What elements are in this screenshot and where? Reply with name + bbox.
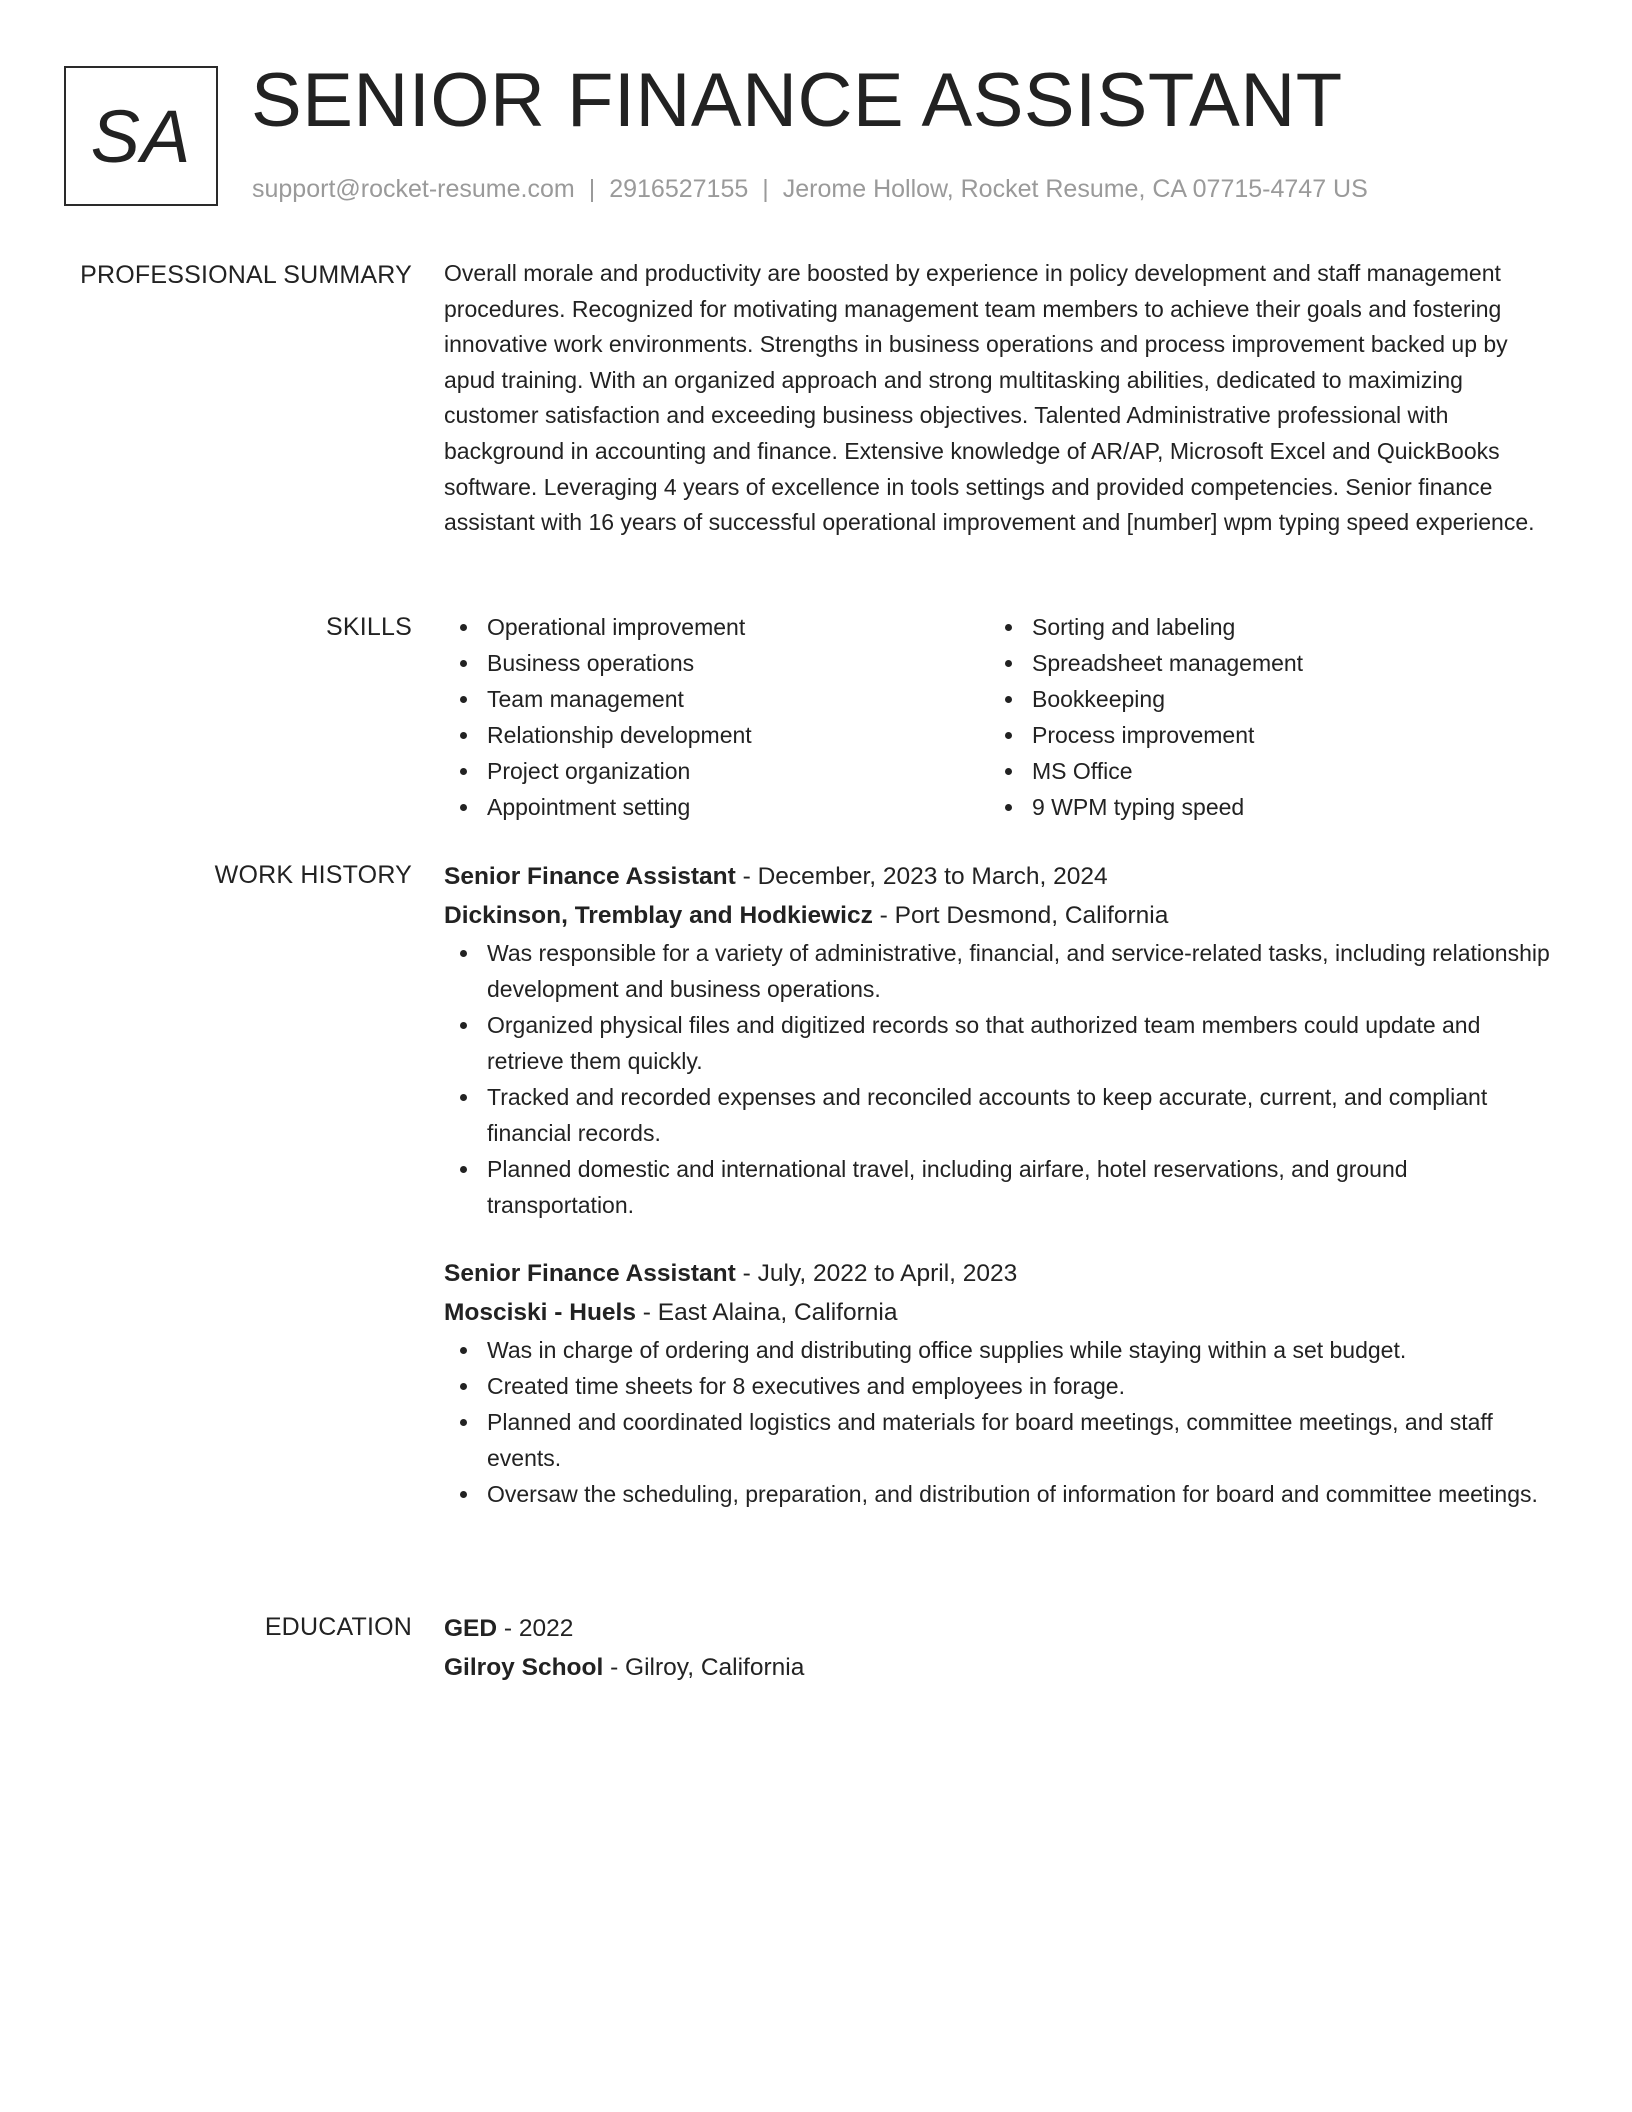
skill-item: Spreadsheet management (989, 645, 1534, 681)
skills-list-left (444, 609, 989, 825)
skill-item: MS Office (989, 753, 1534, 789)
job-location: - East Alaina, California (635, 1299, 898, 1326)
contact-separator: | (762, 175, 769, 203)
summary-heading: PROFESSIONAL SUMMARY (80, 261, 412, 289)
skill-item: Sorting and labeling (989, 609, 1534, 645)
job-dates: - July, 2022 to April, 2023 (735, 1260, 1018, 1287)
job-company-line (444, 1293, 1556, 1332)
job-duty: Planned domestic and international travel, including airfare, hotel reservations, and ground transportation. (444, 1151, 1556, 1223)
skills-heading: SKILLS (326, 613, 412, 641)
work-history-heading: WORK HISTORY (214, 861, 412, 889)
job-duty: Created time sheets for 8 executives and employees in forage. (444, 1368, 1556, 1404)
job-title-line (444, 1254, 1556, 1293)
monogram-badge: SA (64, 66, 218, 206)
skill-item: Bookkeeping (989, 681, 1534, 717)
contact-address: Jerome Hollow, Rocket Resume, CA 07715-4747 US (782, 175, 1368, 203)
skill-item: Process improvement (989, 717, 1534, 753)
contact-line (252, 172, 1368, 206)
education-degree-line (444, 1609, 1556, 1648)
job-dates: - December, 2023 to March, 2024 (735, 863, 1108, 890)
education-school: Gilroy School (444, 1654, 604, 1681)
job-duty: Oversaw the scheduling, preparation, and distribution of information for board and committee meetings. (444, 1476, 1556, 1512)
job-company: Dickinson, Tremblay and Hodkiewicz (444, 902, 873, 929)
job-duties-list (444, 935, 1556, 1223)
job-company-line (444, 896, 1556, 935)
education-year: - 2022 (497, 1615, 574, 1642)
job-duties-list (444, 1332, 1556, 1512)
skill-item: 9 WPM typing speed (989, 789, 1534, 825)
job-title: Senior Finance Assistant (444, 863, 736, 890)
job-entry (444, 1254, 1556, 1512)
summary-text: Overall morale and productivity are boosted by experience in policy development and staff management procedures. Recognized for motivating management team members to achieve their goals and fostering innovative work environments. Strengths in business operations and process improvement backed up by apud training. With an organized approach and strong multitasking abilities, dedicated to maximizing customer satisfaction and exceeding business objectives. Talented Administrative professional with background in accounting and finance. Extensive knowledge of AR/AP, Microsoft Excel and QuickBooks software. Leveraging 4 years of excellence in tools settings and provided competencies. Senior finance assistant with 16 years of successful operational improvement and [number] wpm typing speed experience. (444, 260, 1535, 536)
skill-item: Team management (444, 681, 989, 717)
skill-item: Business operations (444, 645, 989, 681)
skill-item: Operational improvement (444, 609, 989, 645)
skill-item: Project organization (444, 753, 989, 789)
job-duty: Tracked and recorded expenses and reconciled accounts to keep accurate, current, and compliant financial records. (444, 1079, 1556, 1151)
job-duty: Organized physical files and digitized records so that authorized team members could update and retrieve them quickly. (444, 1007, 1556, 1079)
education-heading: EDUCATION (264, 1613, 412, 1641)
job-location: - Port Desmond, California (872, 902, 1169, 929)
education-school-line (444, 1648, 1556, 1687)
job-duty: Was responsible for a variety of administrative, financial, and service-related tasks, including relationship development and business operations. (444, 935, 1556, 1007)
skill-item: Relationship development (444, 717, 989, 753)
education-degree: GED (444, 1615, 498, 1642)
contact-phone[interactable]: 2916527155 (609, 175, 749, 203)
education-location: - Gilroy, California (603, 1654, 805, 1681)
job-duty: Planned and coordinated logistics and materials for board meetings, committee meetings, and staff events. (444, 1404, 1556, 1476)
skills-list-right (989, 609, 1534, 825)
job-entry (444, 857, 1556, 1223)
skills-columns (444, 609, 1556, 825)
job-duty: Was in charge of ordering and distributing office supplies while staying within a set budget. (444, 1332, 1556, 1368)
job-title-line (444, 857, 1556, 896)
contact-email[interactable]: support@rocket-resume.com (252, 175, 575, 203)
skill-item: Appointment setting (444, 789, 989, 825)
resume-title: SENIOR FINANCE ASSISTANT (251, 58, 1343, 143)
contact-separator: | (588, 175, 596, 203)
job-title: Senior Finance Assistant (444, 1260, 736, 1287)
job-company: Mosciski - Huels (444, 1299, 636, 1326)
